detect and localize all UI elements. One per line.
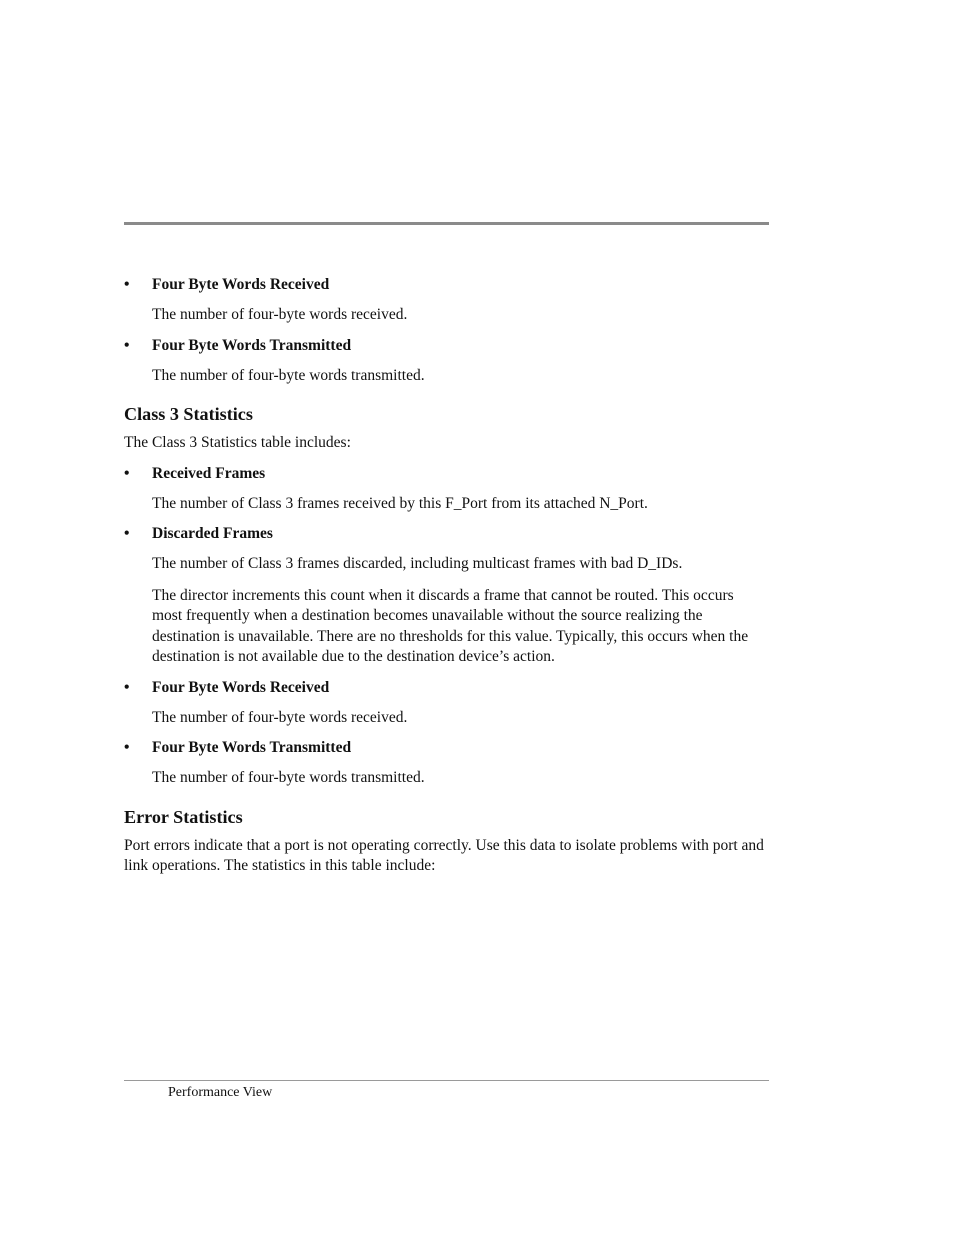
bullet-description: The number of four-byte words received.	[152, 306, 408, 323]
bullet-term: Four Byte Words Received	[152, 678, 330, 696]
bullet-description: The number of Class 3 frames discarded, including multicast frames with bad D_IDs.	[152, 555, 683, 572]
bullet-icon: •	[124, 464, 130, 482]
bullet-term: Received Frames	[152, 464, 266, 482]
section-heading-class3: Class 3 Statistics	[124, 404, 253, 424]
header-rule	[124, 222, 769, 225]
section-heading-error-statistics: Error Statistics	[124, 806, 243, 827]
bullet-description: The number of four-byte words received.	[152, 708, 408, 726]
bullet-icon: •	[124, 336, 130, 354]
bullet-term: Four Byte Words Transmitted	[152, 336, 352, 354]
footer-text: Performance View	[168, 1085, 273, 1100]
footer-rule	[124, 1080, 769, 1081]
error-statistics-paragraph: Port errors indicate that a port is not operating correctly. Use this data to isolate problems with port and link operations. The statistics in this table include:	[124, 836, 764, 874]
bullet-description: The number of four-byte words transmitted.	[152, 366, 425, 384]
bullet-term: Four Byte Words Received	[152, 276, 330, 293]
bullet-icon: •	[124, 276, 130, 293]
class3-intro: The Class 3 Statistics table includes:	[124, 434, 351, 451]
bullet-description-detail: The director increments this count when it discards a frame that cannot be routed. This occurs most frequently when a destination becomes unavailable without the source realizing the destination is unavailable. There are no thresholds for this value. Typically, this occurs when the destination is not available due to the destination device’s action.	[152, 586, 749, 665]
bullet-icon: •	[124, 525, 130, 542]
page-content	[124, 274, 764, 877]
bullet-discarded-frames	[124, 523, 764, 545]
bullet-four-byte-words-received	[124, 274, 764, 296]
bullet-term: Four Byte Words Transmitted	[152, 739, 352, 756]
bullet-four-byte-words-received-class3	[124, 677, 764, 699]
bullet-received-frames	[124, 463, 764, 485]
bullet-icon: •	[124, 678, 130, 696]
bullet-description: The number of four-byte words transmitted.	[152, 769, 425, 786]
bullet-four-byte-words-transmitted	[124, 335, 764, 357]
bullet-four-byte-words-transmitted-class3	[124, 737, 764, 759]
bullet-term: Discarded Frames	[152, 525, 273, 542]
bullet-description: The number of Class 3 frames received by this F_Port from its attached N_Port.	[152, 494, 648, 512]
bullet-icon: •	[124, 739, 130, 756]
